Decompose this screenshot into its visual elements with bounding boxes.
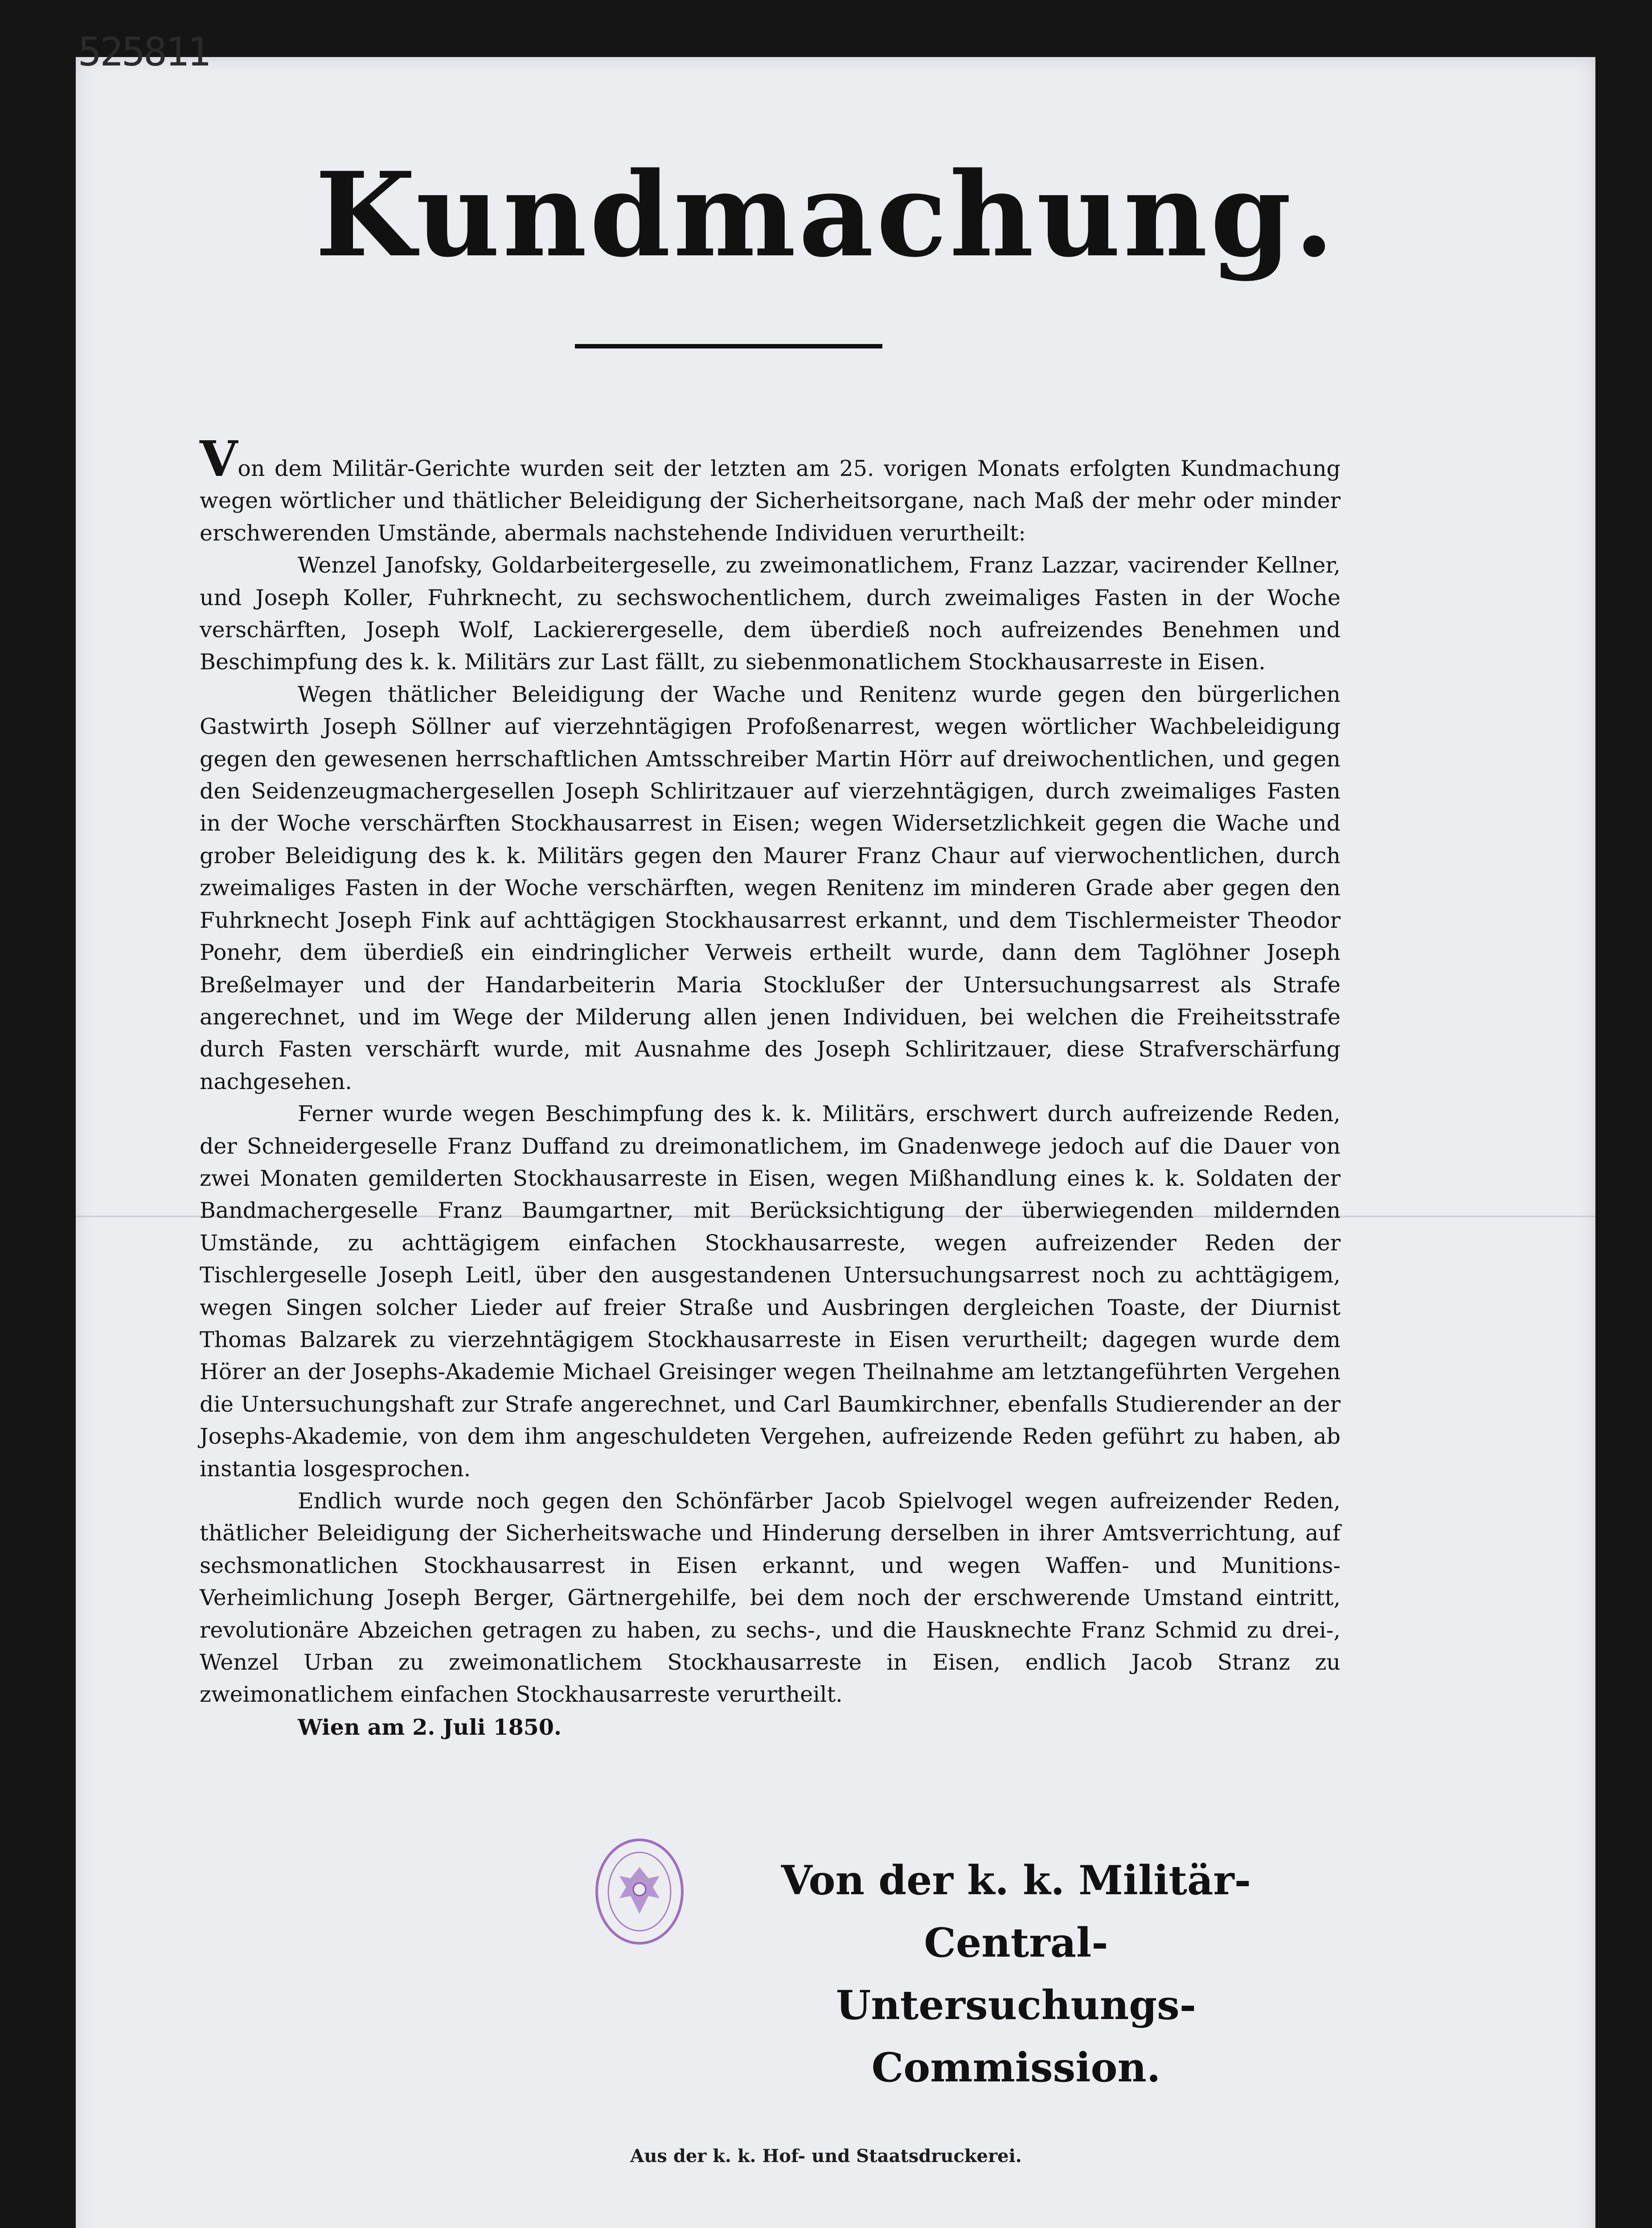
- paragraph: Ferner wurde wegen Beschimpfung des k. k. Militärs, erschwert durch aufreizende Reden, der Schneidergeselle Franz Duffand zu dreimonatlichem, im Gnadenwege jedoch auf die Dauer von zwei Monaten gemilderten Stockhausarreste in Eisen, wegen Mißhandlung eines k. k. Soldaten der Bandmachergeselle Franz Baumgartner, mit Berücksichtigung der überwiegenden mildernden Umstände, zu achttägigem einfachen Stockhausarreste, wegen aufreizender Reden der Tischlergeselle Joseph Leitl, über den ausgestandenen Untersuchungsarrest noch zu achttägigem, wegen Singen solcher Lieder auf freier Straße und Ausbringen dergleichen Toaste, der Diurnist Thomas Balzarek zu vierzehntägigem Stockhausarreste in Eisen verurtheilt; dagegen wurde dem Hörer an der Josephs-Akademie Michael Greisinger wegen Theilnahme am letztangeführten Vergehen die Untersuchungshaft zur Strafe angerechnet, und Carl Baumkirchner, ebenfalls Studierender an der Josephs-Akademie, von dem ihm angeschuldeten Vergehen, aufreizende Reden geführt zu haben, ab instantia losgesprochen.: [200, 1101, 1340, 1482]
- paragraph: Endlich wurde noch gegen den Schönfärber Jacob Spielvogel wegen aufreizender Reden, thätlicher Beleidigung der Sicherheitswache und Hinderung derselben in ihrer Amtsverrichtung, auf sechsmonatlichen Stockhausarrest in Eisen erkannt, und wegen Waffen- und Munitions-Verheimlichung Joseph Berger, Gärtnergehilfe, bei dem noch der erschwerende Umstand eintritt, revolutionäre Abzeichen getragen zu haben, zu sechs-, und die Hausknechte Franz Schmid zu drei-, Wenzel Urban zu zweimonatlichem Stockhausarreste in Eisen, endlich Jacob Stranz zu zweimonatlichem einfachen Stockhausarreste verurtheilt.: [200, 1488, 1340, 1708]
- paragraph: Wenzel Janofsky, Goldarbeitergeselle, zu zweimonatlichem, Franz Lazzar, vacirender Kellner, und Joseph Koller, Fuhrknecht, zu sechswochentlichem, durch zweimaliges Fasten in der Woche verschärften, Joseph Wolf, Lackierergeselle, dem überdieß noch aufreizendes Benehmen und Beschimpfung des k. k. Militärs zur Last fällt, zu siebenmonatlichem Stockhausarreste in Eisen.: [200, 553, 1340, 675]
- title-divider: [575, 344, 882, 348]
- document-title: Kundmachung.: [315, 147, 1337, 283]
- paragraph-intro: Von dem Militär-Gerichte wurden seit der letzten am 25. vorigen Monats erfolgten Kundmachung wegen wörtlicher und thätlicher Beleidigung der Sicherheitsorgane, nach Maß der mehr oder minder erschwerenden Umstände, abermals nachstehende Individuen verurtheilt:: [200, 430, 1340, 546]
- signature-block: [695, 1849, 1337, 2099]
- date-line: Wien am 2. Juli 1850.: [298, 1714, 562, 1740]
- signature-line-1: Von der k. k. Militär-Central-: [781, 1857, 1251, 1966]
- signature-line-2: Untersuchungs-Commission.: [836, 1982, 1197, 2091]
- shelfmark-number: 525811: [78, 29, 209, 75]
- proclamation-body: [200, 430, 1340, 1743]
- printer-imprint: Aus der k. k. Hof- und Staatsdruckerei.: [630, 2146, 1022, 2167]
- paragraph: Wegen thätlicher Beleidigung der Wache und Renitenz wurde gegen den bürgerlichen Gastwirth Joseph Söllner auf vierzehntägigen Profoßenarrest, wegen wörtlicher Wachbeleidigung gegen den gewesenen herrschaftlichen Amtsschreiber Martin Hörr auf dreiwochentlichen, und gegen den Seidenzeugmachergesellen Joseph Schliritzauer auf vierzehntägigen, durch zweimaliges Fasten in der Woche verschärften Stockhausarrest in Eisen; wegen Widersetzlichkeit gegen die Wache und grober Beleidigung des k. k. Militärs gegen den Maurer Franz Chaur auf vierwochentlichen, durch zweimaliges Fasten in der Woche verschärften, wegen Renitenz im minderen Grade aber gegen den Fuhrknecht Joseph Fink auf achttägigen Stockhausarrest erkannt, und dem Tischlermeister Theodor Ponehr, dem überdieß ein eindringlicher Verweis ertheilt wurde, dann dem Taglöhner Joseph Breßelmayer und der Handarbeiterin Maria Stocklußer der Untersuchungsarrest als Strafe angerechnet, und im Wege der Milderung allen jenen Individuen, bei welchen die Freiheitsstrafe durch Fasten verschärft wurde, mit Ausnahme des Joseph Schliritzauer, diese Strafverschärfung nachgesehen.: [200, 681, 1340, 1094]
- library-stamp: [593, 1836, 686, 1947]
